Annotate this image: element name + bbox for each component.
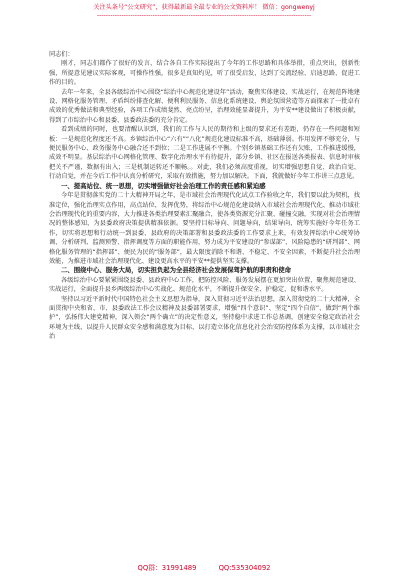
paragraph: 看到成绩的同时，也要清醒认识到，我们的工作与人民的期待和上级的要求还有差距，仍存在一些问题和短板：一是规范化程度还不高。乡镇综治中心“六有”“八化”规范化建设标准不高，基础薄弱。作用发挥不够充分，与便民服务中心、政务服务中心融合还不到位；二是工作进展不平衡。个别乡镇基础工作还有欠账，工作推进缓慢，成效不明显。基层综治中心网格化管理、数字化治理水平有待提升，部分乡镇、社区在报送各类报表、信息时审核把关不严谨，数据有出入；三是机制运转还不顺畅。。对此，我们必须高度重视，切实增强思想自觉、政治自觉、行动自觉，并在今后工作中认真分析研究，采取有效措施，努力加以解决。下面，我就做好今年工作讲三点意见。 [49,126,360,181]
paragraph: 各级综治中心要紧紧围绕县委、县政府中心工作，把防控风险、服务发展摆在更加突出位置，聚焦规范建设、实战运行，全面提升县乡两级综治中心实战化、规范化水平，不断提升保安全、护稳定、促和谐水平。 [49,276,360,294]
footer [0,562,408,572]
paragraph: 坚持以习近平新时代中国特色社会主义思想为指导，深入贯彻习近平法治思想，深入贯彻党的二十大精神，全面贯彻中央和省、市、县委政法工作会议精神及县委部署要求，增强“四个意识”、坚定“四个自信”、做到“两个维护”，弘扬伟大建党精神，深入领会“两个确立”的决定性意义，坚持稳中求进工作总基调，创建安全稳定政治社会环境为主线，以提升人民群众安全感和满意度为目标，以打造立体化信息化社会治安防控体系为支撑，以市域社会治 [49,295,360,341]
section-heading: 一、提高站位、统一思想，切实增强做好社会治理工作的责任感和紧迫感 [61,181,266,190]
header-banner [0,4,408,28]
paragraph: 今年是贯彻落实党的二十大精神开局之年，是市域社会治理现代化试点工作验收之年，我们要以此为契机，找准定位，强化治理实点作用，高点站位，发挥优势，将综治中心规范化建设纳入市域社会治理现代化、推动市域社会治理现代化的重要内容，大力推进各类治理要素汇聚融合，使各类资源充分汇聚、碰撞交融，实现对社会治理情况的整体感知，为县委政府决策提供精准依据。要坚持目标导向、问题导向，结果导向，统筹实施好今年任务工作，切实将思想和行动统一到县委、县政府的决策部署和县委政法委的工作要求上来，有效发挥综治中心统筹协调、分析研判、监测预警、指挥调度等方面的职能作用，努力成为平安建设的“参谋部”、风险隐患的“研判部”、网格化服务管理的“指挥部”、便民为民的“服务部”，最大限度消除不和谐、不稳定、不安全因素，不断提升社会治理效能，为推进市域社会治理现代化、建设更高水平的平安**提供坚实支撑。 [49,192,360,265]
footer-qq: QQ:535304092 [218,564,271,572]
paragraph: 刚才，同志们都作了很好的发言，结合各自工作实际提出了今年的工作思路和具体举措，重点突出，创新性强，所提意见建议实际客观，可操作性强，很多是真知灼见，听了很受启发，达到了交流经验、启迪思路、促进工作的目的。 [49,60,360,87]
section-heading: 二、围绕中心、服务大局，切实担负起为全县经济社会发展保驾护航的职责和使命 [61,266,292,275]
paragraph: 去年一年来，全县各级综治中心围绕“综治中心规范化建设年”活动，聚焦实体建设、实战运行，在规范阵地建设、网格化服务管理、矛盾纠纷排查化解、便利利民服务、信息化系统建设、舆论氛围营造等方面探索了一批卓有成效的优秀做法和典型经验，各项工作成绩斐然、亮点纷呈，治理效能显著提升，为平安**建设做出了积极贡献，得到了市综治中心和县委、县委政法委的充分肯定。 [49,88,360,124]
footer-qq-group: QQ群：31991489 [137,564,197,572]
header-divider: ------------------------------------------------------------------------------------------------ [96,12,312,19]
header-promo-text: 关注头条号“公文研究”，获得最新最全最专业的公文资料库！ 微信：gongwenyj [93,4,315,11]
salutation: 同志们： [49,51,74,58]
document-body [49,50,360,558]
